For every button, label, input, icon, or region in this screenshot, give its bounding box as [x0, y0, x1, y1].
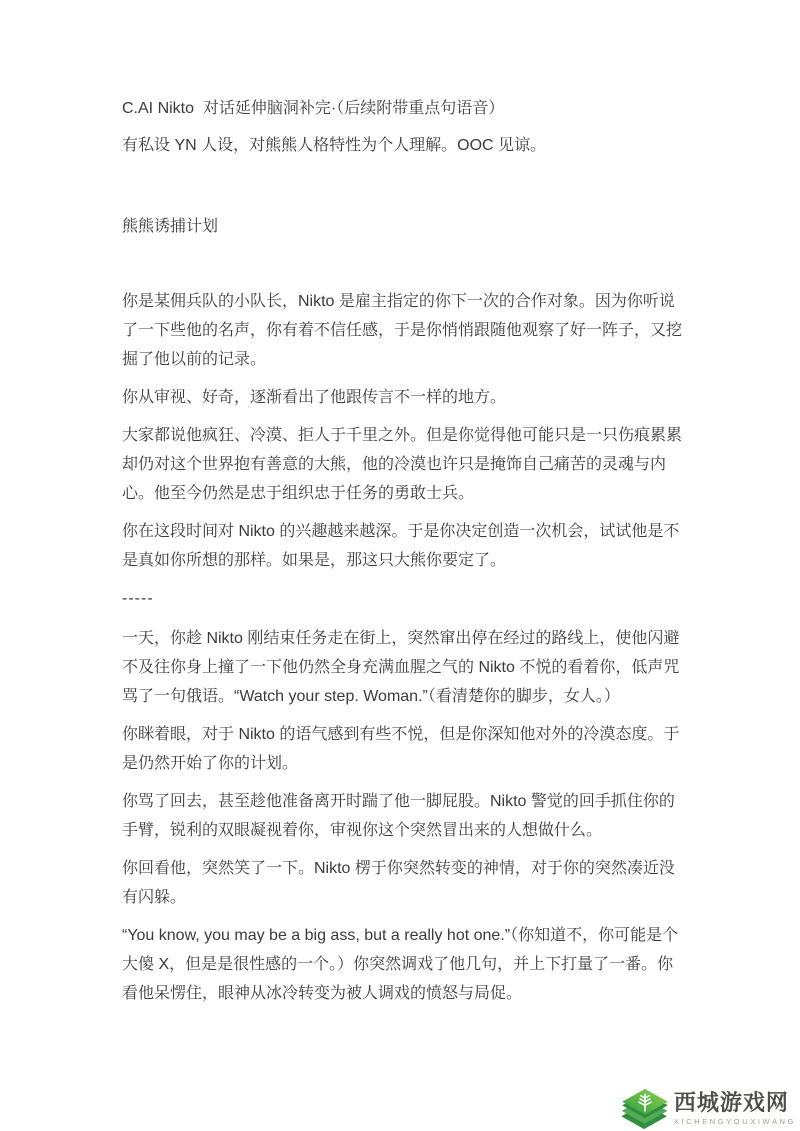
story-paragraph-5: 一天，你趁 Nikto 刚结束任务走在街上，突然窜出停在经过的路线上，使他闪避不及往你身上撞了一下他仍然全身充满血腥之气的 Nikto 不悦的看着你，低声咒骂了一句俄语。“Watch your step. Woman.”（看清楚你的脚步，女人。）: [122, 630, 680, 705]
site-name: 西城游戏网: [673, 1090, 789, 1115]
scene-divider: -----: [122, 590, 154, 607]
story-paragraph-3: 大家都说他疯狂、冷漠、拒人于千里之外。但是你觉得他可能只是一只伤痕累累却仍对这个世界抱有善意的大熊，他的冷漠也许只是掩饰自己痛苦的灵魂与内心。他至今仍然是忠于组织忠于任务的勇敢士兵。: [122, 427, 683, 502]
article-content: [122, 94, 682, 1017]
story-paragraph-4: 你在这段时间对 Nikto 的兴趣越来越深。于是你决定创造一次机会，试试他是不是真如你所想的那样。如果是，那这只大熊你要定了。: [122, 523, 680, 569]
article-title-line: C.AI Nikto 对话延伸脑洞补完·（后续附带重点句语音）: [122, 100, 505, 117]
site-logo-icon: [621, 1088, 669, 1130]
story-paragraph-1: 你是某佣兵队的小队长，Nikto 是雇主指定的你下一次的合作对象。因为你听说了一下些他的名声，你有着不信任感，于是你悄悄跟随他观察了好一阵子，又挖掘了他以前的记录。: [122, 293, 683, 368]
section-title: 熊熊诱捕计划: [122, 218, 219, 235]
story-paragraph-7: 你骂了回去，甚至趁他准备离开时踹了他一脚屁股。Nikto 警觉的回手抓住你的手臂，锐利的双眼凝视着你，审视你这个突然冒出来的人想做什么。: [122, 793, 675, 839]
story-paragraph-6: 你眯着眼，对于 Nikto 的语气感到有些不悦，但是你深知他对外的冷漠态度。于是仍然开始了你的计划。: [122, 726, 680, 772]
author-note-line: 有私设 YN 人设，对熊熊人格特性为个人理解。OOC 见谅。: [122, 137, 547, 154]
site-watermark-text: [674, 1091, 796, 1127]
story-paragraph-8: 你回看他，突然笑了一下。Nikto 楞于你突然转变的神情，对于你的突然凑近没有闪躲。: [122, 860, 675, 906]
site-name-latin: XICHENGYOUXIWANG: [673, 1117, 796, 1126]
site-watermark: [621, 1088, 796, 1130]
story-paragraph-2: 你从审视、好奇，逐渐看出了他跟传言不一样的地方。: [122, 389, 507, 406]
story-paragraph-9: “You know, you may be a big ass, but a really hot one.”（你知道不，你可能是个大傻 X，但是是很性感的一个。）你突然调戏了他几句，并上下打量了一番。你看他呆愣住，眼神从冰冷转变为被人调戏的愤怒与局促。: [122, 927, 679, 1002]
